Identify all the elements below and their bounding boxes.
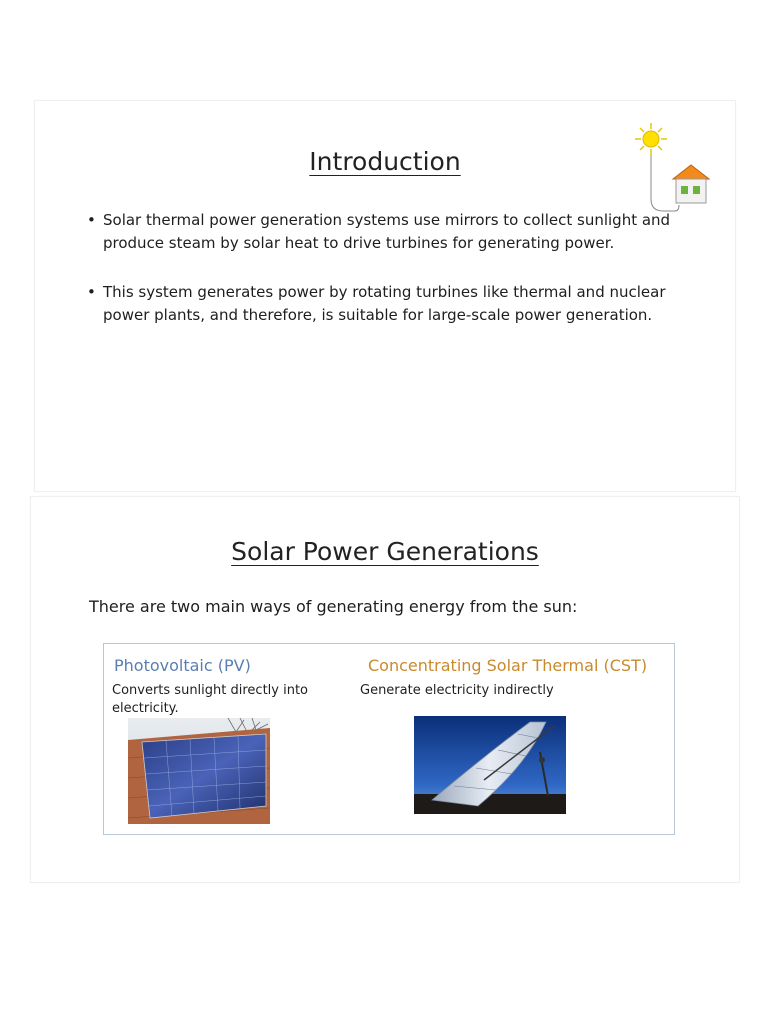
cst-mirror-photo [414, 716, 566, 814]
bullet-glyph: • [87, 283, 96, 301]
bullet-text: Solar thermal power generation systems use mirrors to collect sunlight and produce steam by solar heat to drive turbines for generating power. [103, 211, 671, 252]
bullet-text: This system generates power by rotating turbines like thermal and nuclear power plants, and therefore, is suitable for large-scale power generation. [103, 283, 666, 324]
slide-title: Solar Power Generations [231, 537, 539, 566]
pv-title: Photovoltaic (PV) [114, 656, 251, 675]
intro-text: There are two main ways of generating energy from the sun: [89, 597, 578, 616]
slide-title: Introduction [309, 147, 461, 176]
sun-house-icon [623, 119, 713, 219]
cst-description: Generate electricity indirectly [360, 683, 554, 698]
slide-solar-power-generations [30, 496, 740, 883]
bullet-item [87, 281, 693, 327]
slide-introduction [34, 100, 736, 492]
comparison-box [103, 643, 675, 835]
bullet-glyph: • [87, 211, 96, 229]
solar-panel-photo [128, 718, 270, 824]
bullet-list [87, 209, 677, 353]
pv-description: Converts sunlight directly into electricity. [112, 683, 309, 716]
bullet-item [87, 209, 677, 255]
cst-title: Concentrating Solar Thermal (CST) [368, 656, 648, 675]
